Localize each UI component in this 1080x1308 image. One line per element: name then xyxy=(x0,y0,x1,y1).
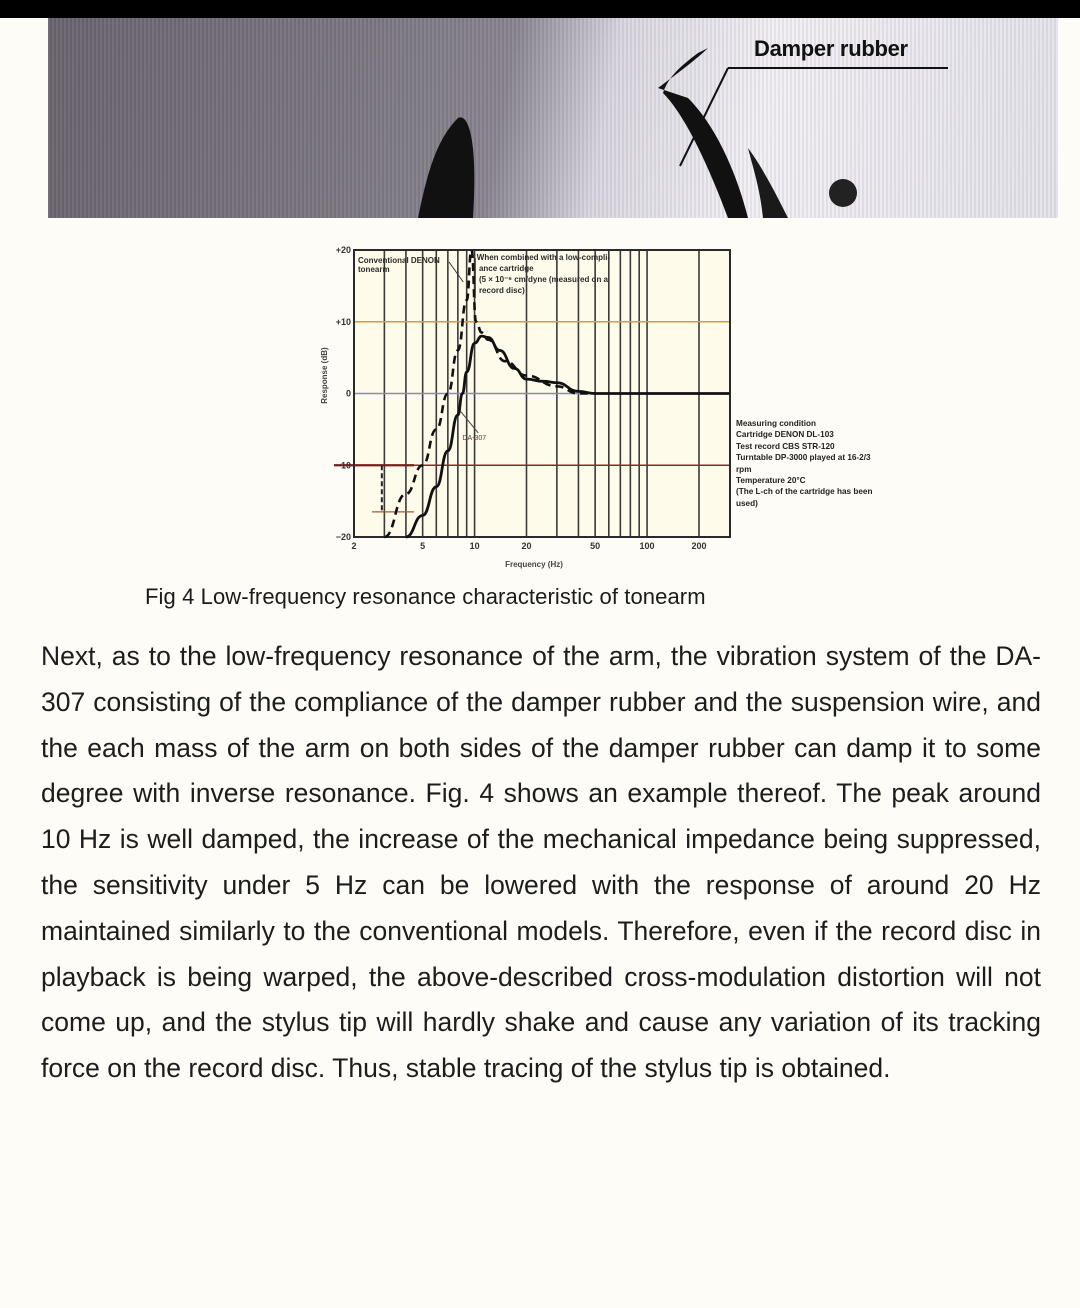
x-tick-label: 10 xyxy=(469,541,480,551)
measuring-condition-line: Temperature 20°C xyxy=(736,476,806,486)
y-axis-label: Response (dB) xyxy=(320,347,329,404)
measuring-condition-line: Test record CBS STR-120 xyxy=(736,441,835,451)
measuring-condition-note xyxy=(736,418,986,509)
low-compliance-note: record disc) xyxy=(478,286,525,295)
x-tick-label: 20 xyxy=(521,541,532,551)
low-compliance-note: When combined with a low-compli- xyxy=(476,253,611,262)
figure-caption: Fig 4 Low-frequency resonance characteristic of tonearm xyxy=(145,584,706,609)
measuring-condition-line: rpm xyxy=(736,464,752,474)
conventional-tonearm-label: tonearm xyxy=(358,265,390,274)
x-tick-label: 100 xyxy=(639,541,655,551)
measuring-condition-line: Cartridge DENON DL-103 xyxy=(736,430,834,440)
chart xyxy=(0,0,1080,600)
y-tick-label: 0 xyxy=(345,388,351,399)
measuring-condition-line: used) xyxy=(736,498,758,508)
low-compliance-note: ance cartridge xyxy=(478,264,534,273)
body-paragraph: Next, as to the low-frequency resonance of the arm, the vibration system of the DA-307 consisting of the compliance of the damper rubber and the suspension wire, and the each mass of the arm on both sides of the damper rubber can damp it to some degree with inverse resonance. Fig. 4 shows an example thereof. The peak around 10 Hz is well damped, the increase of the mechanical impedance being suppressed, the sensitivity under 5 Hz can be lowered with the response of around 20 Hz maintained similarly to the conventional models. Therefore, even if the record disc in playback is being warped, the above-described cross-modulation distortion will not come up, and the stylus tip will hardly shake and cause any variation of its tracking force on the record disc. Thus, stable tracing of the stylus tip is obtained. xyxy=(41,641,1041,1084)
measuring-condition-line: Turntable DP-3000 played at 16-2/3 xyxy=(736,453,871,463)
measuring-condition-line: Measuring condition xyxy=(736,419,817,428)
y-tick-label: +20 xyxy=(335,245,351,255)
conventional-tonearm-label: Conventional DENON xyxy=(358,256,440,265)
y-tick-label: −20 xyxy=(335,532,351,542)
response-chart-svg xyxy=(0,0,1080,600)
x-tick-label: 200 xyxy=(691,541,707,551)
y-tick-label: −10 xyxy=(335,460,351,471)
x-axis-label: Frequency (Hz) xyxy=(505,560,563,569)
damper-rubber-label: Damper rubber xyxy=(754,36,908,61)
x-tick-label: 2 xyxy=(351,541,357,551)
x-tick-label: 50 xyxy=(590,541,601,551)
x-tick-label: 5 xyxy=(420,541,426,551)
measuring-condition-line: (The L-ch of the cartridge has been xyxy=(736,487,873,497)
low-compliance-note: (5 × 10⁻⁶ cm/dyne (measured on a xyxy=(478,275,609,284)
da307-label: DA-307 xyxy=(462,435,487,443)
y-tick-label: +10 xyxy=(335,316,351,327)
body-text xyxy=(41,634,1041,1092)
